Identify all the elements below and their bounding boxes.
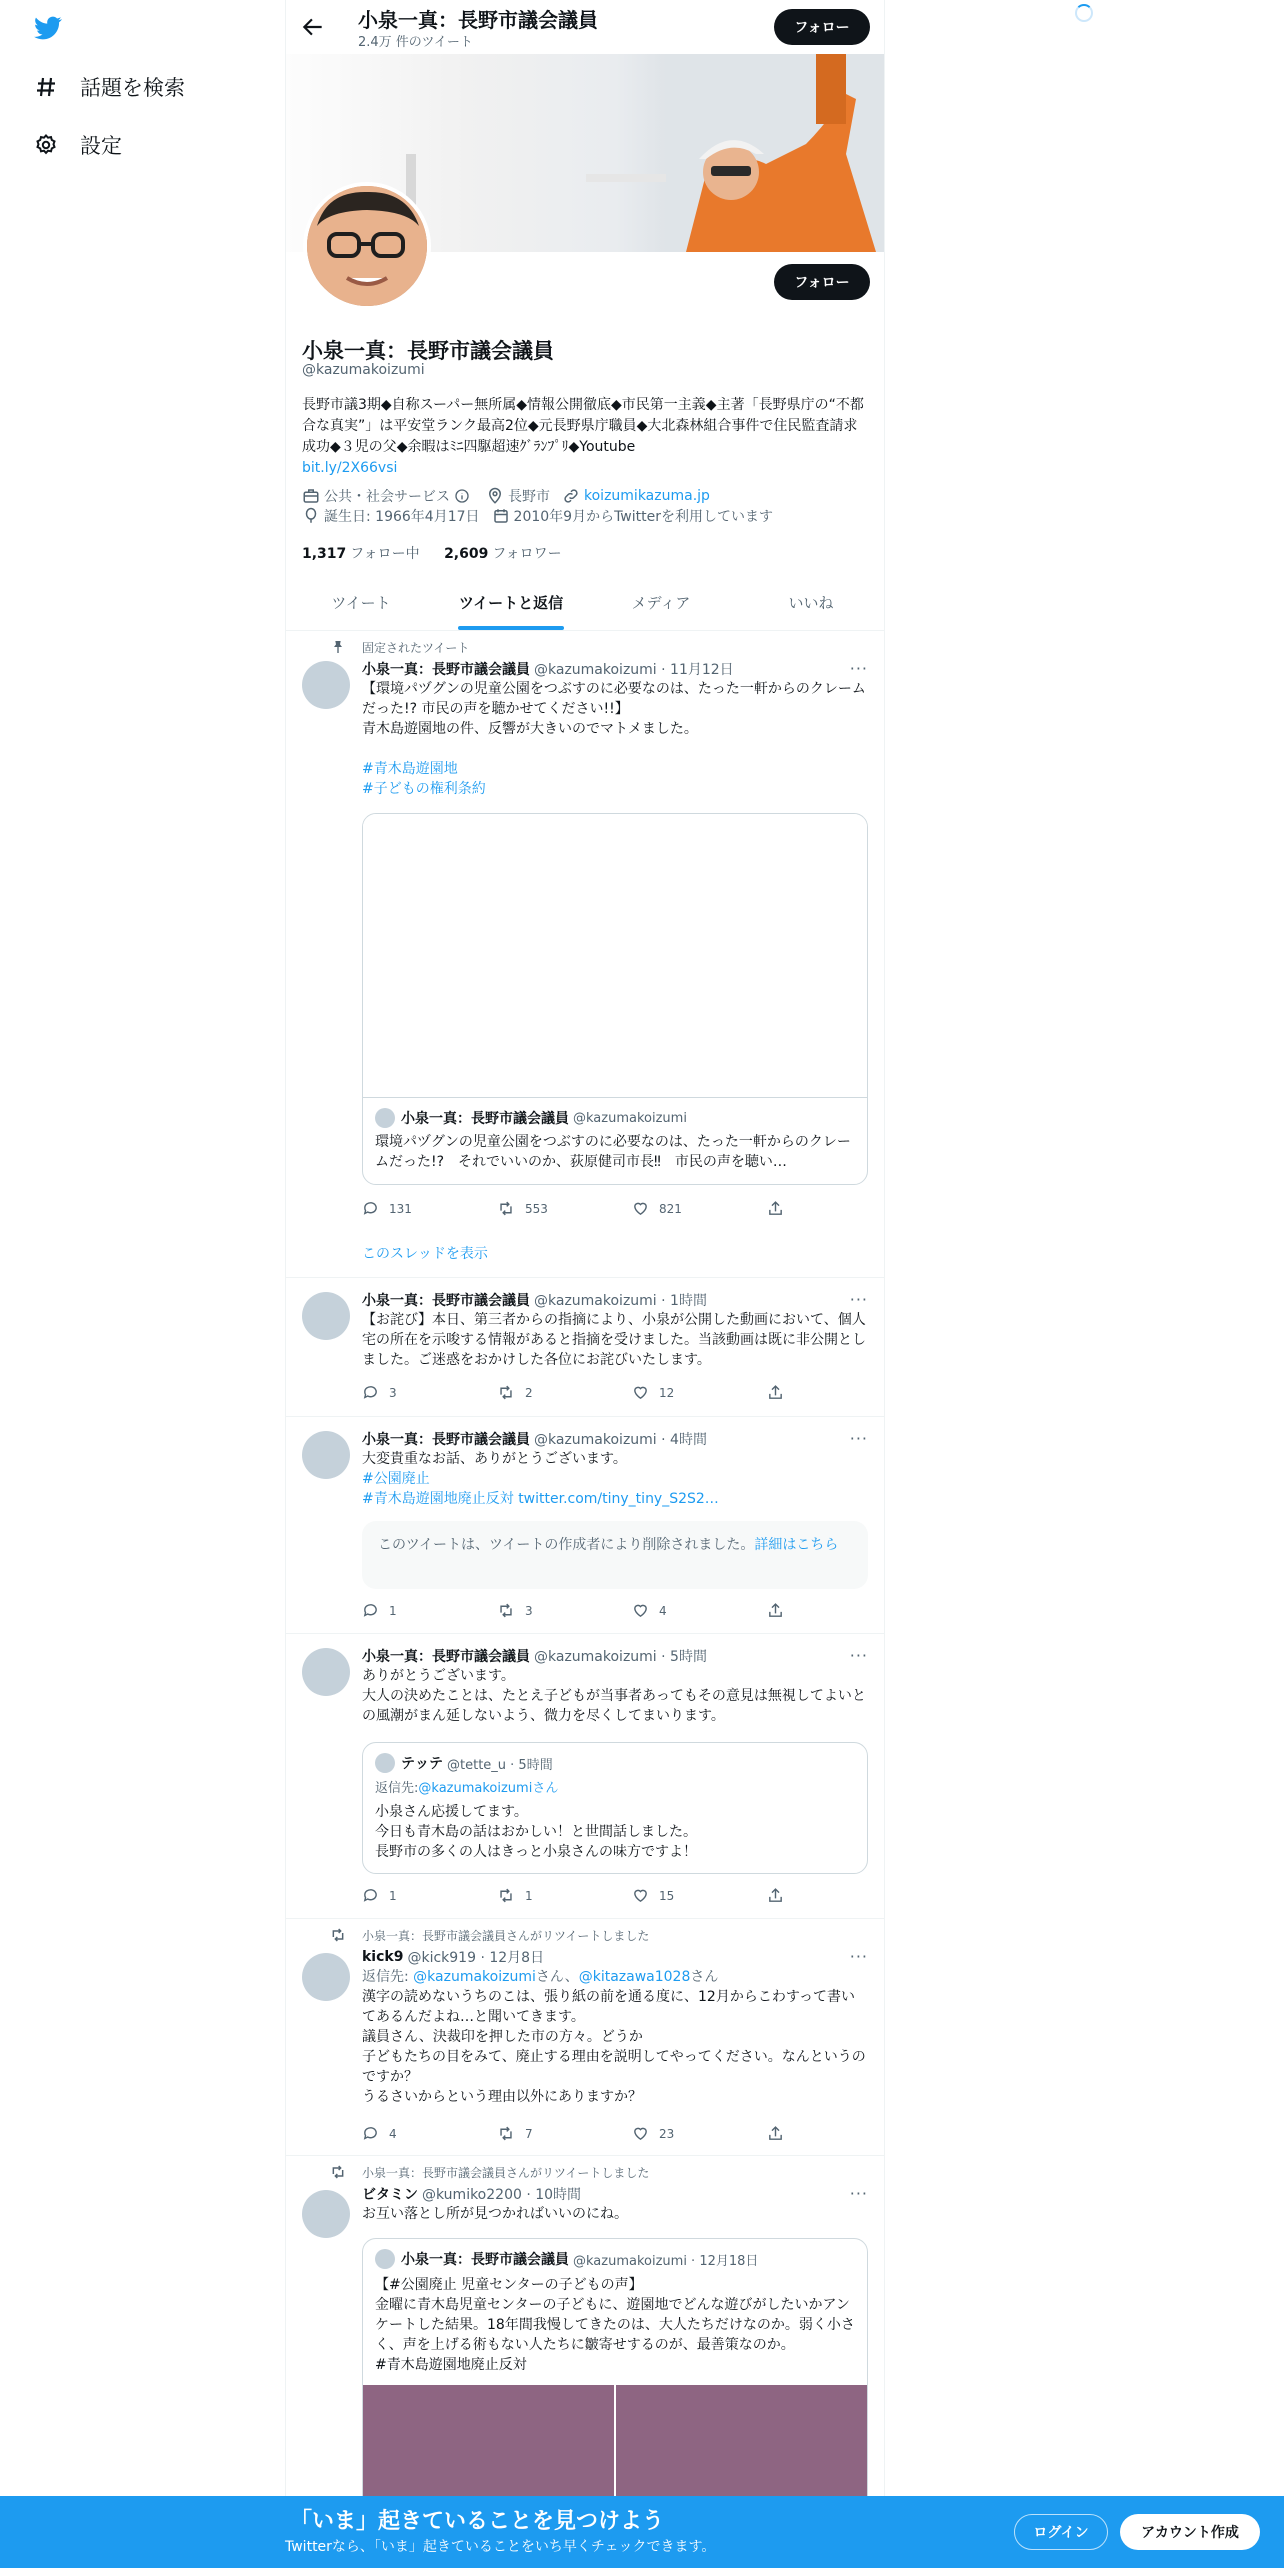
tweet-author[interactable]: 小泉一真：長野市議会議員 bbox=[362, 662, 530, 678]
heart-icon bbox=[632, 1384, 649, 1401]
reply-icon bbox=[362, 1602, 379, 1619]
share-button[interactable] bbox=[767, 1887, 794, 1904]
share-icon bbox=[767, 1384, 784, 1401]
tweet-actions bbox=[362, 1887, 802, 1907]
quote-card[interactable] bbox=[362, 813, 868, 1185]
signup-button[interactable]: アカウント作成 bbox=[1120, 2514, 1260, 2550]
reply-button[interactable]: 3 bbox=[362, 1384, 397, 1401]
tweet-text: ありがとうございます。 大人の決めたことは、たとえ子どもが当事者あってもその意見は無視してよいとの風潮がまん延しないよう、微力を尽くしてまいります。 bbox=[362, 1668, 866, 1724]
share-icon bbox=[767, 1602, 784, 1619]
reply-button[interactable]: 4 bbox=[362, 2125, 397, 2142]
reply-to-line: 返信先: @kazumakoizumiさん、@kitazawa1028さん bbox=[362, 1969, 719, 1985]
quote-avatar bbox=[375, 1108, 395, 1128]
back-arrow-icon[interactable] bbox=[300, 14, 326, 40]
like-button[interactable]: 4 bbox=[632, 1602, 667, 1619]
tweet-meta[interactable]: @kazumakoizumi · 1時間 bbox=[534, 1293, 707, 1309]
sidebar-item-settings[interactable] bbox=[32, 130, 122, 160]
more-icon[interactable]: ··· bbox=[849, 2184, 868, 2203]
sidebar-item-explore[interactable] bbox=[32, 72, 185, 102]
like-button[interactable]: 12 bbox=[632, 1384, 674, 1401]
quote-card[interactable] bbox=[362, 1742, 868, 1874]
follow-stats bbox=[302, 543, 562, 563]
retweet-label[interactable]: 小泉一真：長野市議会議員さんがリツイートしました bbox=[362, 1929, 650, 1943]
avatar[interactable] bbox=[302, 1431, 350, 1479]
tweet-link[interactable]: twitter.com/tiny_tiny_S2S2… bbox=[518, 1491, 719, 1507]
tweet-body bbox=[362, 2184, 868, 2224]
info-icon[interactable] bbox=[454, 488, 470, 504]
tweet-count: 2.4万 件のツイート bbox=[358, 35, 473, 50]
balloon-icon bbox=[302, 507, 320, 525]
reply-button[interactable]: 1 bbox=[362, 1602, 397, 1619]
retweet-button[interactable]: 7 bbox=[497, 2125, 533, 2142]
avatar[interactable] bbox=[302, 661, 350, 709]
website-item[interactable]: koizumikazuma.jp bbox=[562, 487, 710, 505]
retweet-icon bbox=[497, 1384, 515, 1401]
tweet-text: 【環境パヅグンの児童公園をつぶすのに必要なのは、たった一軒からのクレームだった!? 市民の声を聴かせてください!!】 青木島遊園地の件、反響が大きいのでマトメました。 bbox=[362, 681, 866, 737]
briefcase-icon bbox=[302, 487, 320, 505]
link-icon bbox=[562, 487, 580, 505]
tweet-header bbox=[362, 2184, 868, 2204]
more-icon[interactable]: ··· bbox=[849, 1646, 868, 1665]
heart-icon bbox=[632, 1200, 649, 1217]
tweet-author[interactable]: ビタミン bbox=[362, 2187, 418, 2203]
retweet-button[interactable]: 3 bbox=[497, 1602, 533, 1619]
more-icon[interactable]: ··· bbox=[849, 659, 868, 678]
retweet-icon bbox=[330, 1927, 346, 1943]
tweet-actions bbox=[362, 1384, 802, 1404]
tweet-body bbox=[362, 1646, 868, 1726]
quote-header: 小泉一真：長野市議会議員 @kazumakoizumi bbox=[375, 1108, 855, 1128]
tweet-text: 大変貴重なお話、ありがとうございます。 bbox=[362, 1451, 627, 1467]
profile-meta-row-2 bbox=[302, 506, 785, 526]
signup-banner bbox=[0, 2496, 1284, 2568]
reply-icon bbox=[362, 2125, 379, 2142]
profile-column bbox=[285, 0, 885, 2568]
tweet-meta[interactable]: @kumiko2200 · 10時間 bbox=[422, 2187, 582, 2203]
tweet-meta[interactable]: @kazumakoizumi · 4時間 bbox=[534, 1432, 707, 1448]
quote-text: 【#公園廃止 児童センターの子どもの声】 金曜に青木島児童センターの子どもに、遊園地でどんな遊びがしたいかアンケートした結果。18年間我慢してきたのは、大人たちだけなのか。弱く小さく、声を上げる術もない人たちに皺寄せするのが、最善策なのか。 #青木島遊園地廃止反対 bbox=[375, 2277, 855, 2373]
quote-reply-to: 返信先: @kazumakoizumiさん bbox=[375, 1781, 559, 1796]
tweet-header bbox=[362, 1646, 868, 1666]
banner-subtitle: Twitterなら、「いま」起きていることをいち早くチェックできます。 bbox=[285, 2539, 716, 2555]
tweet-meta[interactable]: @kazumakoizumi · 5時間 bbox=[534, 1649, 707, 1665]
profile-follow-button[interactable]: フォロー bbox=[774, 264, 870, 300]
location-pin-icon bbox=[486, 487, 504, 505]
learn-more-link[interactable]: 詳細はこちら bbox=[754, 1537, 839, 1553]
tweet-actions bbox=[362, 1200, 802, 1220]
tweet-header bbox=[362, 1429, 868, 1449]
share-icon bbox=[767, 1887, 784, 1904]
tweet-header bbox=[362, 1290, 868, 1310]
sidebar-item-label: 話題を検索 bbox=[80, 76, 185, 100]
tweet-body bbox=[362, 1290, 868, 1370]
category-item: 公共・社会サービス bbox=[302, 486, 474, 506]
tweet-meta[interactable]: @kazumakoizumi · 11月12日 bbox=[534, 662, 734, 678]
avatar[interactable] bbox=[302, 1292, 350, 1340]
show-thread-link[interactable]: このスレッドを表示 bbox=[362, 1246, 488, 1262]
tweet-card[interactable] bbox=[286, 1417, 885, 1634]
reply-icon bbox=[362, 1384, 379, 1401]
quote-avatar bbox=[375, 1753, 395, 1773]
share-icon bbox=[767, 2125, 784, 2142]
heart-icon bbox=[632, 2125, 649, 2142]
tweet-body bbox=[362, 1947, 868, 2107]
share-button[interactable] bbox=[767, 1602, 794, 1619]
retweet-button[interactable]: 1 bbox=[497, 1887, 533, 1904]
quote-header: 小泉一真：長野市議会議員 @kazumakoizumi · 12月18日 bbox=[375, 2249, 855, 2269]
tweet-card[interactable] bbox=[286, 631, 885, 1278]
reply-button[interactable]: 1 bbox=[362, 1887, 397, 1904]
quote-text: 環境パヅグンの児童公園をつぶすのに必要なのは、たった一軒からのクレームだった!? それでいいのか、荻原健司市長‼ 市民の声を聴い… bbox=[375, 1134, 851, 1170]
share-button[interactable] bbox=[767, 1200, 794, 1217]
tweet-author[interactable]: 小泉一真：長野市議会議員 bbox=[362, 1432, 530, 1448]
tweet-actions bbox=[362, 1602, 802, 1622]
hashtag-icon bbox=[32, 73, 60, 101]
twitter-logo-icon[interactable] bbox=[32, 14, 64, 42]
quote-text: 小泉さん応援してます。 今日も青木島の話はおかしい！と世間話しました。 長野市の多くの人はきっと小泉さんの味方ですよ！ bbox=[375, 1804, 697, 1860]
avatar[interactable] bbox=[302, 1648, 350, 1696]
tweet-body bbox=[362, 1429, 868, 1509]
pinned-label: 固定されたツイート bbox=[362, 641, 470, 655]
tweet-header bbox=[362, 659, 868, 679]
calendar-icon bbox=[492, 507, 510, 525]
profile-name: 小泉一真：長野市議会議員 bbox=[302, 339, 554, 363]
retweet-icon bbox=[497, 2125, 515, 2142]
sidebar-item-label: 設定 bbox=[80, 134, 122, 158]
retweet-icon bbox=[497, 1887, 515, 1904]
profile-bio bbox=[302, 395, 868, 479]
share-button[interactable] bbox=[767, 1384, 794, 1401]
tweet-card[interactable] bbox=[286, 1919, 885, 2156]
retweet-icon bbox=[497, 1200, 515, 1217]
quote-avatar bbox=[375, 2249, 395, 2269]
tweet-text-line bbox=[362, 1489, 868, 1509]
quote-header: テッテ @tette_u · 5時間 bbox=[375, 1753, 855, 1773]
followers-link[interactable]: 2,609 フォロワー bbox=[444, 546, 562, 562]
retweet-button[interactable]: 2 bbox=[497, 1384, 533, 1401]
following-link[interactable]: 1,317 フォロー中 bbox=[302, 546, 420, 562]
avatar[interactable] bbox=[302, 1953, 350, 2001]
loading-spinner-icon bbox=[1075, 4, 1093, 22]
tweet-actions bbox=[362, 2125, 802, 2145]
tweet-body bbox=[362, 659, 868, 799]
tweet-author[interactable]: 小泉一真：長野市議会議員 bbox=[362, 1293, 530, 1309]
like-button[interactable]: 23 bbox=[632, 2125, 674, 2142]
profile-avatar[interactable] bbox=[303, 182, 431, 310]
pin-icon bbox=[330, 639, 346, 655]
location-item: 長野市 bbox=[486, 486, 550, 506]
quote-content bbox=[363, 2239, 867, 2385]
tweet-header bbox=[362, 1947, 868, 1967]
tweet-text: お互い落とし所が見つかればいいのにね。 bbox=[362, 2206, 628, 2222]
tweet-author[interactable]: 小泉一真：長野市議会議員 bbox=[362, 1649, 530, 1665]
tab-likes[interactable]: いいね bbox=[788, 593, 834, 612]
tab-media[interactable]: メディア bbox=[631, 593, 691, 612]
share-button[interactable] bbox=[767, 2125, 794, 2142]
profile-tabs bbox=[286, 574, 885, 631]
profile-header-bar bbox=[286, 0, 885, 54]
gear-icon bbox=[32, 131, 60, 159]
heart-icon bbox=[632, 1602, 649, 1619]
tab-tweets[interactable]: ツイート bbox=[331, 593, 391, 612]
deleted-tweet-notice: このツイートは、ツイートの作成者により削除されました。詳細はこちら bbox=[362, 1521, 868, 1589]
birthday-item: 誕生日: 1966年4月17日 bbox=[302, 506, 480, 526]
header-follow-button[interactable]: フォロー bbox=[774, 9, 870, 45]
reply-icon bbox=[362, 1887, 379, 1904]
more-icon[interactable]: ··· bbox=[849, 1290, 868, 1309]
tweet-author[interactable]: kick9 bbox=[362, 1949, 404, 1965]
avatar[interactable] bbox=[302, 2190, 350, 2238]
tweet-card[interactable] bbox=[286, 1634, 885, 1919]
tweet-text: 【お詫び】本日、第三者からの指摘により、小泉が公開した動画において、個人宅の所在を示唆する情報があると指摘を受けました。当該動画は既に非公開としました。ご迷惑をおかけした各位にお詫びいたします。 bbox=[362, 1312, 866, 1368]
more-icon[interactable]: ··· bbox=[849, 1429, 868, 1448]
reply-button[interactable]: 131 bbox=[362, 1200, 412, 1217]
like-button[interactable]: 821 bbox=[632, 1200, 682, 1217]
retweet-label[interactable]: 小泉一真：長野市議会議員さんがリツイートしました bbox=[362, 2166, 650, 2180]
hashtag-link[interactable]: #青木島遊園地廃止反対 bbox=[362, 1491, 514, 1507]
bio-text: 長野市議3期◆自称スーパー無所属◆情報公開徹底◆市民第一主義◆主著「長野県庁の“不都合な真実”」は平安堂ランク最高2位◆元長野県庁職員◆大北森林組合事件で住民監査請求成功◆３児の父◆余暇はﾐﾆ四駆超速ｸﾞﾗﾝﾌﾟﾘ◆Youtube bbox=[302, 397, 864, 455]
profile-meta-row-1 bbox=[302, 486, 722, 506]
heart-icon bbox=[632, 1887, 649, 1904]
hashtag-link[interactable]: #子どもの権利条約 bbox=[362, 781, 486, 797]
banner-title: 「いま」起きていることを見つけよう bbox=[290, 2509, 665, 2534]
more-icon[interactable]: ··· bbox=[849, 1947, 868, 1966]
like-button[interactable]: 15 bbox=[632, 1887, 674, 1904]
header-name: 小泉一真：長野市議会議員 bbox=[358, 8, 598, 32]
share-icon bbox=[767, 1200, 784, 1217]
login-button[interactable]: ログイン bbox=[1014, 2514, 1108, 2550]
hashtag-link[interactable]: #青木島遊園地 bbox=[362, 761, 458, 777]
retweet-icon bbox=[497, 1602, 515, 1619]
tab-tweets-replies[interactable]: ツイートと返信 bbox=[436, 574, 586, 630]
hashtag-link[interactable]: #公園廃止 bbox=[362, 1471, 430, 1487]
tweet-card[interactable] bbox=[286, 1278, 885, 1417]
tweet-text: 漢字の読めないうちのこは、張り紙の前を通る度に、12月からこわすって書いてあるんだよね…と聞いてきます。 議員さん、決裁印を押した市の方々。どうか 子どもたちの目をみて、廃止する理由を説明してやってください。なんというのですか？ うるさいからという理由以外にありますか？ bbox=[362, 1989, 866, 2105]
retweet-icon bbox=[330, 2164, 346, 2180]
quote-content bbox=[363, 1098, 867, 1182]
tweet-meta[interactable]: @kick919 · 12月8日 bbox=[407, 1950, 545, 1966]
reply-icon bbox=[362, 1200, 379, 1217]
joined-item: 2010年9月からTwitterを利用しています bbox=[492, 506, 773, 526]
quote-media[interactable] bbox=[363, 814, 867, 1098]
bio-link[interactable]: bit.ly/2X66vsi bbox=[302, 460, 398, 476]
retweet-button[interactable]: 553 bbox=[497, 1200, 548, 1217]
profile-handle: @kazumakoizumi bbox=[302, 362, 425, 378]
